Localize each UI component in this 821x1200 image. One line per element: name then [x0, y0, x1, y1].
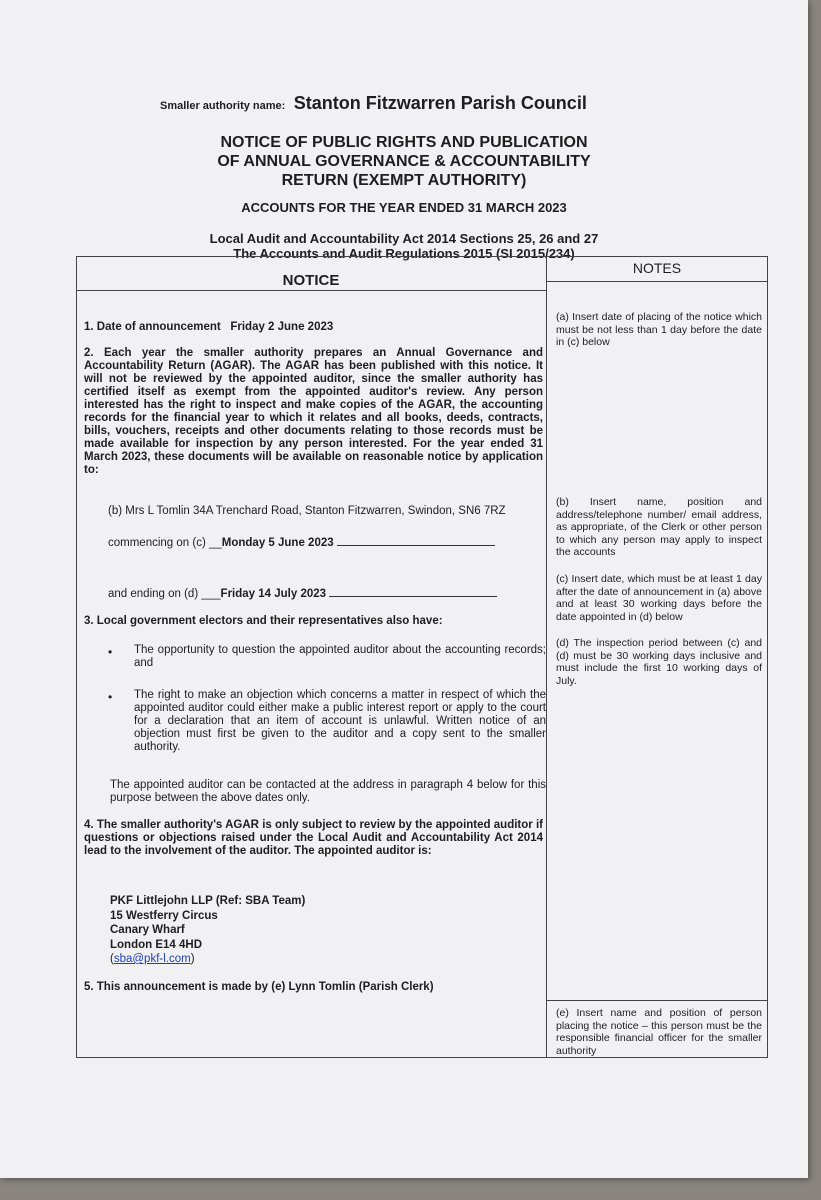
bullet-dot-1: • — [108, 645, 113, 659]
authority-label: Smaller authority name: — [160, 100, 286, 112]
authority-line — [160, 93, 760, 114]
auditor-district: Canary Wharf — [110, 924, 185, 936]
auditor-name: PKF Littlejohn LLP (Ref: SBA Team) — [110, 895, 306, 907]
notes-footer-rule — [547, 1000, 767, 1001]
paragraph-3: 3. Local government electors and their representatives also have: — [84, 615, 443, 627]
commencing-date: Monday 5 June 2023 — [221, 537, 334, 549]
commencing-underline — [337, 545, 495, 546]
notes-column-header: NOTES — [632, 260, 682, 276]
ending-date: Friday 14 July 2023 — [220, 588, 327, 600]
auditor-email-line: (sba@pkf-l.com) — [110, 953, 195, 965]
commencing-line — [108, 537, 538, 550]
auditor-address — [110, 894, 510, 967]
announcement-date: Friday 2 June 2023 — [230, 321, 334, 333]
auditor-contact-note: The appointed auditor can be contacted at the address in paragraph 4 below for this purpose between the above dates only. — [110, 779, 546, 804]
note-d: (d) The inspection period between (c) and (d) must be 30 working days inclusive and must include the first 10 working days of July. — [556, 637, 762, 687]
notes-header-rule — [547, 281, 767, 282]
year-line: ACCOUNTS FOR THE YEAR ENDED 31 MARCH 2023 — [241, 200, 567, 215]
inspection-contact: (b) Mrs L Tomlin 34A Trenchard Road, Stanton Fitzwarren, Swindon, SN6 7RZ — [108, 505, 506, 517]
title-line-2: OF ANNUAL GOVERNANCE & ACCOUNTABILITY — [217, 153, 591, 170]
note-b: (b) Insert name, position and address/telephone number/ email address, as appropriate, of the Clerk or other person to which any person may apply to inspect the accounts — [556, 496, 762, 558]
ending-line — [108, 588, 538, 601]
note-c: (c) Insert date, which must be at least 1 day after the date of announcement in (a) above and at least 30 working days before the date appointed in (d) below — [556, 573, 762, 623]
paragraph-2-lead: 2. Each year the smaller authority prepares an Annual Governance and Accountability Return (AGAR). The AGAR has been published with this notice. It will not be reviewed by the appointed auditor, since the smaller authority has certified itself as exempt from the appointed auditor's review. — [84, 347, 543, 398]
paragraph-4: 4. The smaller authority's AGAR is only subject to review by the appointed auditor if questions or objections raised under the Local Audit and Accountability Act 2014 lead to the involvement of the auditor. The appointed auditor is: — [84, 819, 543, 857]
paragraph-2-body: Any person interested has the right to inspect and make copies of the AGAR, the accounting records for the financial year to which it relates and all books, deeds, contracts, bills, vouchers, receipts and other documents relating to those records must be made available for inspection by any person interested. For the year ended 31 March 2023, these documents will be available on reasonable notice by application to: — [84, 386, 543, 476]
auditor-email-link[interactable]: sba@pkf-l.com — [113, 953, 191, 965]
act-line-1: Local Audit and Accountability Act 2014 Sections 25, 26 and 27 — [209, 231, 599, 246]
notice-title — [0, 133, 808, 190]
date-of-announcement — [84, 321, 543, 334]
commencing-label: commencing on (c) __ — [108, 537, 222, 549]
ending-label: and ending on (d) ___ — [108, 588, 221, 600]
header-rule — [76, 290, 546, 291]
authority-name: Stanton Fitzwarren Parish Council — [293, 93, 587, 113]
title-line-3: RETURN (EXEMPT AUTHORITY) — [281, 172, 527, 189]
paragraph-2 — [84, 347, 543, 477]
notice-column-header: NOTICE — [282, 272, 340, 289]
act-line-2: The Accounts and Audit Regulations 2015 (SI 2015/234) — [233, 246, 575, 261]
bullet-1: The opportunity to question the appointed auditor about the accounting records; and — [134, 644, 546, 669]
bullet-dot-2: • — [108, 690, 113, 704]
column-divider — [546, 256, 547, 1058]
note-e: (e) Insert name and position of person placing the notice – this person must be the responsible financial officer for the smaller authority — [556, 1007, 762, 1057]
paragraph-5: 5. This announcement is made by (e) Lynn Tomlin (Parish Clerk) — [84, 981, 434, 993]
announcement-label: 1. Date of announcement — [84, 321, 221, 333]
note-a: (a) Insert date of placing of the notice which must be not less than 1 day before the date in (c) below — [556, 311, 762, 348]
bullet-2: The right to make an objection which concerns a matter in respect of which the appointed auditor could either make a public interest report or apply to the court for a declaration that an item of account is unlawful. Written notice of an objection must first be given to the auditor and a copy sent to the smaller authority. — [134, 689, 546, 753]
auditor-city: London E14 4HD — [110, 938, 203, 951]
ending-underline — [329, 596, 497, 597]
title-line-1: NOTICE OF PUBLIC RIGHTS AND PUBLICATION — [220, 134, 588, 151]
auditor-street: 15 Westferry Circus — [110, 909, 218, 922]
